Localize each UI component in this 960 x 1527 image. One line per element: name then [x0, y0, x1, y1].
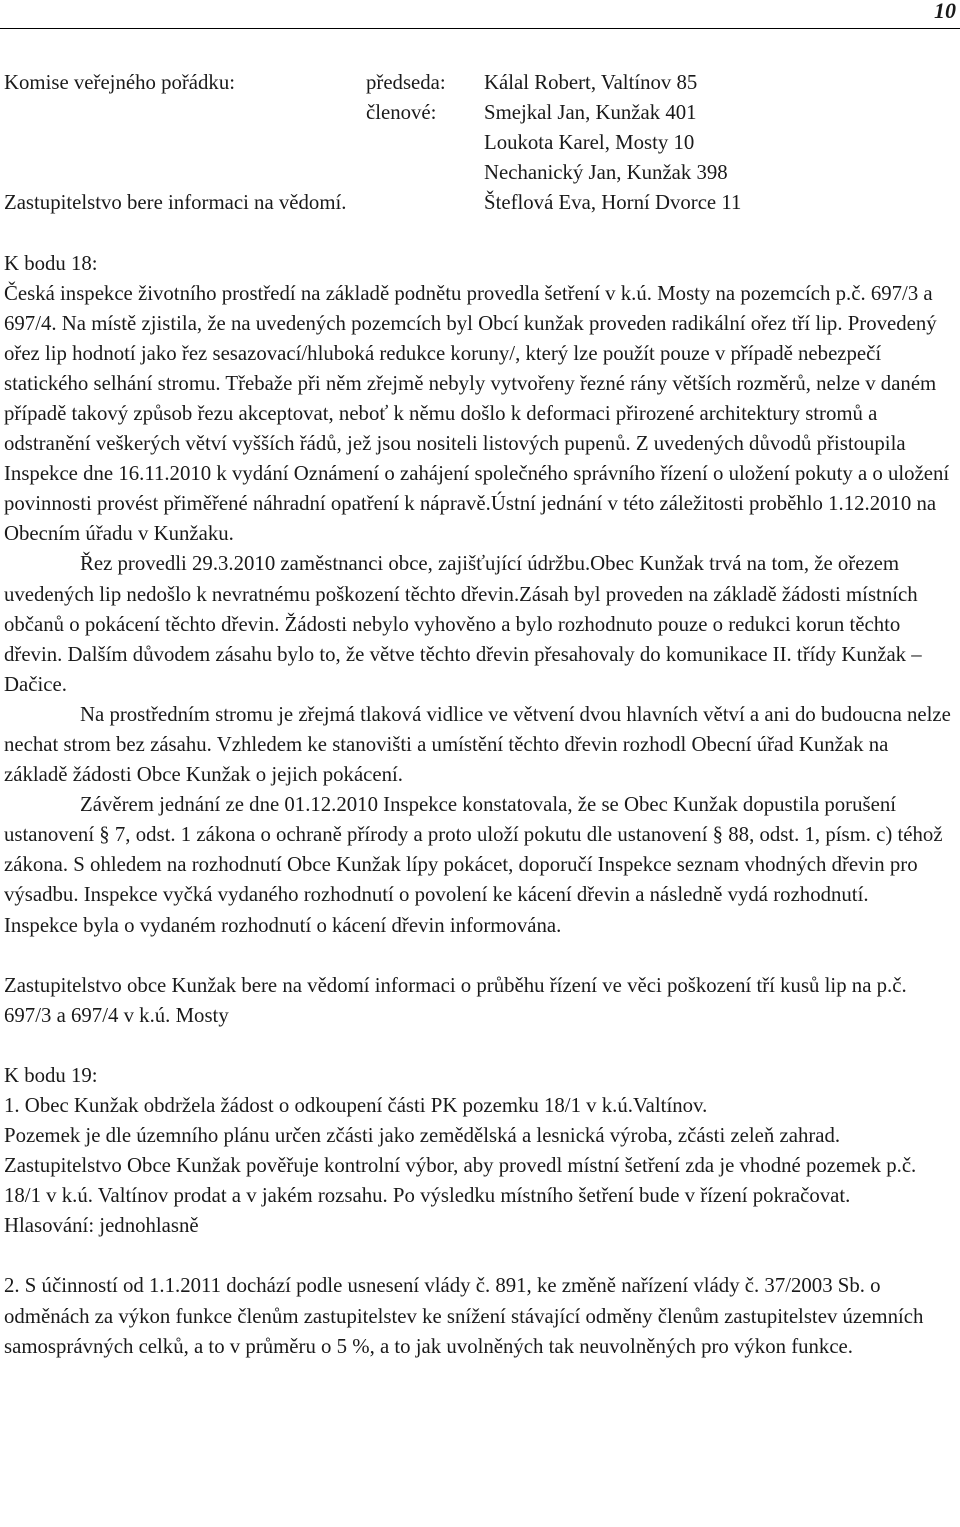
commission-note: Zastupitelstvo bere informaci na vědomí.	[4, 191, 347, 215]
chair-role: předseda:	[366, 71, 446, 94]
item19-heading: K bodu 19:	[4, 1063, 98, 1087]
item19-vote: Hlasování: jednohlasně	[4, 1214, 199, 1238]
item18-paragraph: Závěrem jednání ze dne 01.12.2010 Inspekce konstatovala, že se Obec Kunžak dopustila porušení ustanovení § 7, odst. 1 zákona o ochraně přírody a proto uloží pokutu dle ustanovení § 88, odst. 1, písm. c) téhož zákona. S ohledem na rozhodnutí Obce Kunžak lípy pokácet, doporučí Inspekce seznam vhodných dřevin pro výsadbu. Inspekce vyčká vydaného rozhodnutí o povolení ke kácení dřevin a následně vydá rozhodnutí.	[4, 793, 943, 907]
commission-name: Nechanický Jan, Kunžak 398	[484, 161, 728, 185]
item18-heading: K bodu 18:	[4, 251, 98, 275]
item19-paragraph: 1. Obec Kunžak obdržela žádost o odkoupení části PK pozemku 18/1 v k.ú.Valtínov.	[4, 1093, 708, 1117]
item18-paragraph: Řez provedli 29.3.2010 zaměstnanci obce, zajišťující údržbu.Obec Kunžak trvá na tom, že ořezem uvedených lip nedošlo k nevratnému poškození těchto dřevin.Zásah byl proveden na základě žádosti místních občanů o pokácení těchto dřevin. Žádosti nebylo vyhověno a bylo rozhodnuto pouze o redukci korun těchto dřevin. Dalším důvodem zásahu bylo to, že větve těchto dřevin přesahovaly do komunikace II. třídy Kunžak – Dačice.	[4, 552, 922, 696]
commission-label: Komise veřejného pořádku:	[4, 71, 236, 94]
item19-paragraph: 2. S účinností od 1.1.2011 dochází podle usnesení vlády č. 891, ke změně nařízení vlády č. 37/2003 Sb. o odměnách za výkon funkce členům zastupitelstev ke snížení stávající odměny členům zastupitelstev územních samosprávných celků, a to v průměru o 5 %, a to jak uvolněných tak neuvolněných pro výkon funkce.	[4, 1274, 924, 1358]
commission-name: Šteflová Eva, Horní Dvorce 11	[484, 191, 742, 215]
item19-paragraph: Pozemek je dle územního plánu určen zčásti jako zemědělská a lesnická výroba, zčásti zeleň zahrad.	[4, 1124, 841, 1148]
commission-name: Smejkal Jan, Kunžak 401	[484, 101, 697, 125]
item18-paragraph: Česká inspekce životního prostředí na základě podnětu provedla šetření v k.ú. Mosty na pozemcích p.č. 697/3 a 697/4. Na místě zjistila, že na uvedených pozemcích byl Obcí kunžak proveden radikální ořez tří lip. Provedený ořez lip hodnotí jako řez sesazovací/hluboká redukce koruny/, který lze použít pouze v případě nebezpečí statického selhání stromu. Třebaže při něm zřejmě nebyly vytvořeny řezné rány větších rozměrů, nelze v daném případě takový způsob řezu akceptovat, neboť k němu došlo k deformaci přirozené architektury stromů a odstranění veškerých větví vyšších řádů, jež jsou nositeli listových pupenů. Z uvedených důvodů přistoupila Inspekce dne 16.11.2010 k vydání Oznámení o zahájení společného správního řízení o uložení pokuty a o uložení povinnosti provést přiměřené náhradní opatření k nápravě.Ústní jednání v této záležitosti proběhlo 1.12.2010 na Obecním úřadu v Kunžaku.	[4, 281, 950, 546]
item18-paragraph: Inspekce byla o vydaném rozhodnutí o kácení dřevin informována.	[4, 913, 562, 937]
commission-name: Kálal Robert, Valtínov 85	[484, 71, 698, 94]
item18-resolution: Zastupitelstvo obce Kunžak bere na vědomí informaci o průběhu řízení ve věci poškození tří kusů lip na p.č. 697/3 a 697/4 v k.ú. Mosty	[4, 973, 907, 1027]
commission-block	[4, 68, 956, 219]
commission-names	[484, 68, 741, 218]
item19-paragraph: Zastupitelstvo Obce Kunžak pověřuje kontrolní výbor, aby provedl místní šetření zda je vhodné pozemek p.č. 18/1 v k.ú. Valtínov prodat a v jakém rozsahu. Po výsledku místního šetření bude v řízení pokračovat.	[4, 1154, 917, 1208]
members-role: členové:	[366, 101, 437, 125]
page-header	[0, 0, 960, 29]
commission-name: Loukota Karel, Mosty 10	[484, 131, 695, 155]
page-number: 10	[934, 0, 956, 23]
item18-paragraph: Na prostředním stromu je zřejmá tlaková vidlice ve větvení dvou hlavních větví a ani do budoucna nelze nechat strom bez zásahu. Vzhledem ke stanovišti a umístění těchto dřevin rozhodl Obecní úřad Kunžak na základě žádosti Obce Kunžak o jejich pokácení.	[4, 702, 951, 787]
document-body	[4, 68, 956, 1362]
